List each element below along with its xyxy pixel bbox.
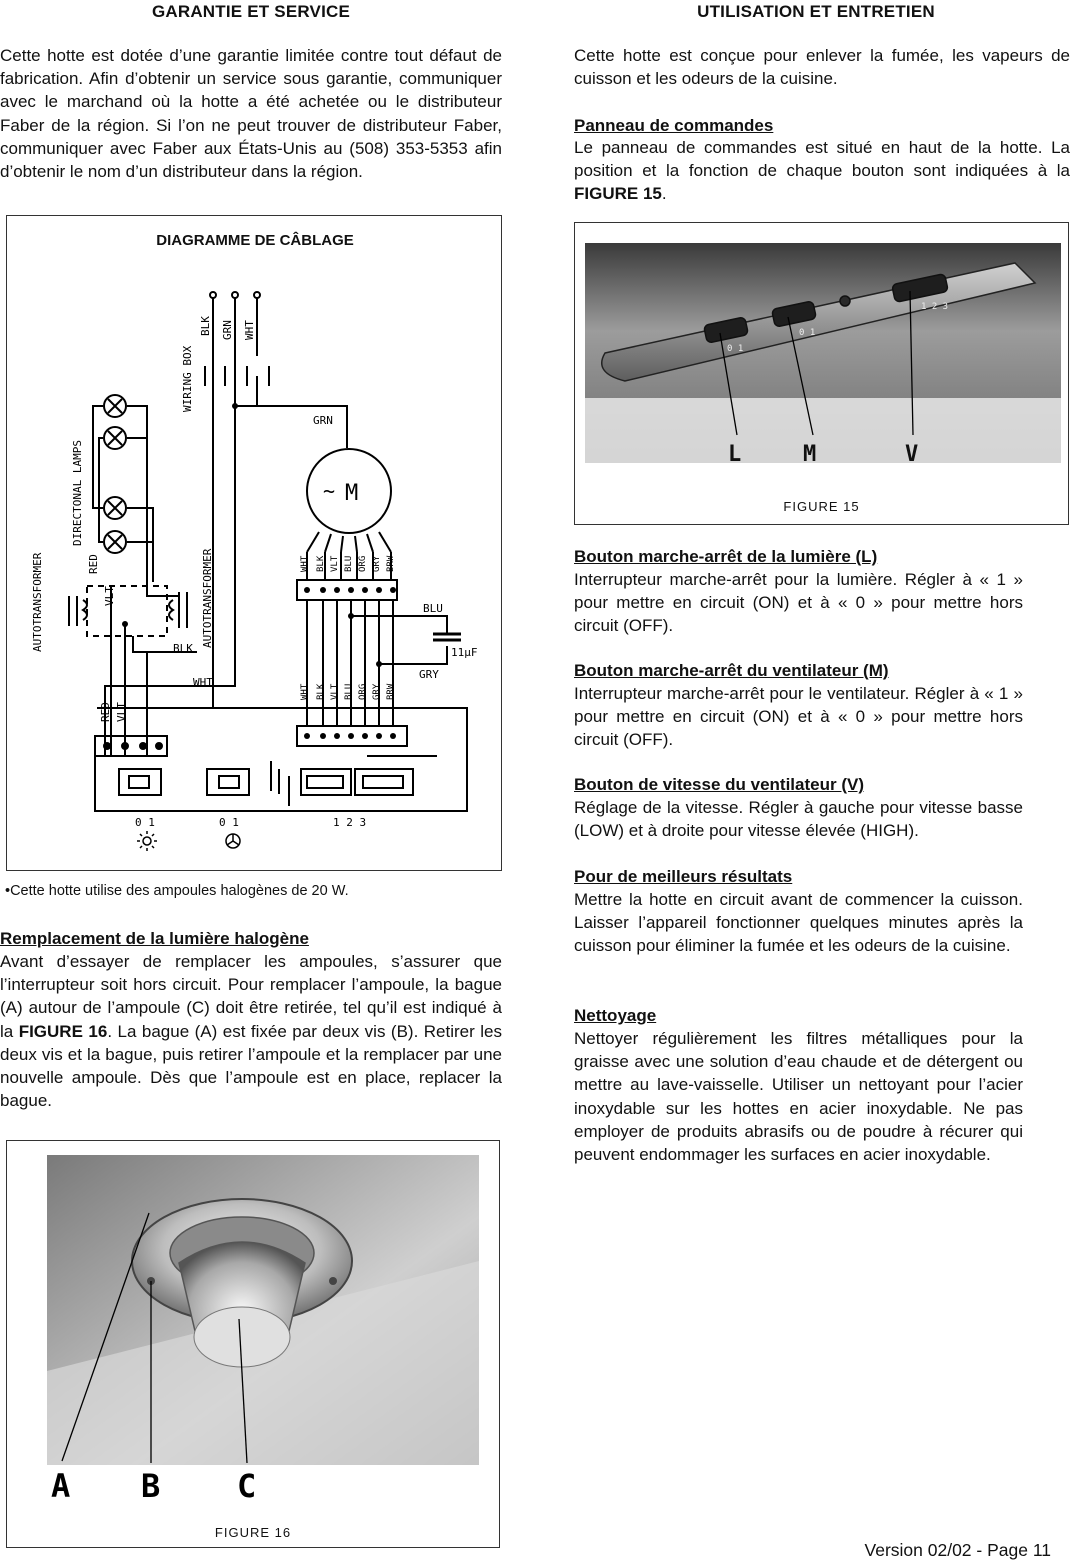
label-a: A [51,1467,71,1505]
replace-figure-ref: FIGURE 16 [18,1021,108,1041]
label-c: C [237,1467,257,1505]
cleaning-text: Nettoyer régulièrement les filtres métalliques pour la graisse avec une solution d’eau chaude et de détergent ou mettre au lave-vaisselle. Utiliser un nettoyant pour l’acier inoxydable sur les hottes en acier inoxydable. Ne pas employer de produits abrasifs ou de poudre à récurer qui peuvent endommager les surfaces en acier inoxydable. [574,1029,1023,1165]
panel-text-part2: . [661,184,667,204]
usage-intro: Cette hotte est conçue pour enlever la fumée, les vapeurs de cuisson et les odeurs de la cuisine. [574,46,1070,89]
wire-label-blk: BLK [316,555,326,572]
panel-figure-ref: FIGURE 15 [574,184,662,204]
label-autotransformer-right: AUTOTRANSFORMER [201,548,214,648]
wire-label-gry-lower: GRY [372,683,382,700]
light-switch-title: Bouton marche-arrêt de la lumière (L) [574,547,878,566]
figure-15-box [574,222,1069,525]
panel-text [574,136,1070,206]
label-ac: ~ [323,479,336,503]
wire-label-wht: WHT [300,555,310,572]
label-capacitor: 11µF [451,646,478,659]
replace-text-part2: . La bague (A) est fixée par deux vis (B). Retirer les deux vis et la bague, puis retirer l’ampoule et la remplacer par une nouvelle ampoule. Dès que l’ampoule est en place, replacer la bague. [0,1021,502,1111]
label-blk: BLK [199,316,212,336]
label-motor: M [345,481,359,506]
wire-label-vlt-lower: VLT [330,683,340,700]
label-grn: GRN [221,320,234,340]
wire-label-org: ORG [358,555,368,572]
speed-switch-text: Réglage de la vitesse. Régler à gauche pour vitesse basse (LOW) et à droite pour vitesse élevée (HIGH). [574,798,1023,841]
figure-15-photo [575,223,1068,524]
light-switch-text: Interrupteur marche-arrêt pour la lumière. Régler à « 1 » pour mettre en circuit (ON) et à « 0 » pour mettre hors circuit (OFF). [574,570,1023,636]
wire-label-brw-lower: BRW [386,683,396,700]
wire-label-blu: BLU [344,555,354,572]
label-gry: GRY [419,668,439,681]
wire-label-vlt: VLT [330,555,340,572]
fan-switch-title: Bouton marche-arrêt du ventilateur (M) [574,661,889,680]
light-symbol-icon [143,837,151,845]
label-blk-lower: BLK [173,642,193,655]
figure-15-caption: FIGURE 15 [783,499,860,514]
fig15-sw3: 1 2 3 [921,302,949,312]
figure-16-box [6,1140,500,1548]
panel-text-part1: Le panneau de commandes est situé en haut de la hotte. La position et la fonction de chaque bouton sont indiquées à la [574,138,1070,181]
label-switch-l: 0 1 [135,816,155,829]
wire-label-blu-lower: BLU [344,683,354,700]
wiring-diagram [7,216,501,870]
lamp-note: •Cette hotte utilise des ampoules halogènes de 20 W. [5,883,349,899]
best-results-text: Mettre la hotte en circuit avant de commencer la cuisson. Laisser l’appareil fonctionner quelques minutes après la cuisson pour éliminer la fumée et les odeurs de la cuisine. [574,890,1023,956]
wire-label-wht-lower: WHT [300,683,310,700]
label-l: L [728,442,742,467]
label-directional-lamps: DIRECTONAL LAMPS [71,440,84,546]
warranty-text: Cette hotte est dotée d’une garantie limitée contre tout défaut de fabrication. Afin d’obtenir un service sous garantie, communiquer avec le marchand où la hotte a été achetée ou le distributeur Faber de la région. Si l’on ne peut trouver de distributeur Faber, communiquer avec Faber aux États-Unis au (508) 353-5353 afin d’obtenir le nom d’un distributeur dans la région. [0,46,502,182]
label-vlt-lower: VLT [115,702,128,722]
label-v: V [905,442,919,467]
wiring-diagram-title: DIAGRAMME DE CÂBLAGE [156,232,354,249]
figure-16-photo [7,1141,499,1547]
label-b: B [141,1467,161,1505]
usage-heading: UTILISATION ET ENTRETIEN [697,2,935,21]
label-red: RED [87,554,100,574]
label-switch-m: 0 1 [219,816,239,829]
label-red-lower: RED [99,702,112,722]
page-footer: Version 02/02 - Page 11 [864,1540,1051,1560]
label-blu: BLU [423,602,443,615]
label-vlt: VLT [103,586,116,606]
wire-label-brw: BRW [386,555,396,572]
fan-switch-text: Interrupteur marche-arrêt pour le ventilateur. Régler à « 1 » pour mettre en circuit (ON) et à « 0 » pour mettre hors circuit (OFF). [574,684,1023,750]
label-autotransformer-left: AUTOTRANSFORMER [31,552,44,652]
speed-switch-title: Bouton de vitesse du ventilateur (V) [574,775,864,794]
panel-title: Panneau de commandes [574,116,774,135]
label-switch-v: 1 2 3 [333,816,367,829]
cleaning-title: Nettoyage [574,1006,657,1025]
wire-label-gry: GRY [372,555,382,572]
replace-text [0,950,502,1112]
best-results-title: Pour de meilleurs résultats [574,867,793,886]
label-grn-motor: GRN [313,414,333,427]
fig15-sw1: 0 1 [727,344,744,354]
replace-text-part1: Avant d’essayer de remplacer les ampoules, s’assurer que l’interrupteur soit hors circuit. Pour remplacer l’ampoule, la bague (A) autour de l’ampoule (C) doit être retirée, tel qu’il est indiqué à la [0,952,502,1041]
label-wht-lower: WHT [193,676,213,689]
label-m: M [803,442,817,467]
warranty-heading: GARANTIE ET SERVICE [151,2,351,21]
label-wht: WHT [243,320,256,340]
figure-16-caption: FIGURE 16 [214,1525,292,1540]
wire-label-blk-lower: BLK [316,683,326,700]
wiring-diagram-box [6,215,502,871]
fig15-sw2: 0 1 [799,328,816,338]
wire-label-org-lower: ORG [358,683,368,700]
label-wiring-box: WIRING BOX [181,345,194,412]
replace-title: Remplacement de la lumière halogène [0,929,309,948]
